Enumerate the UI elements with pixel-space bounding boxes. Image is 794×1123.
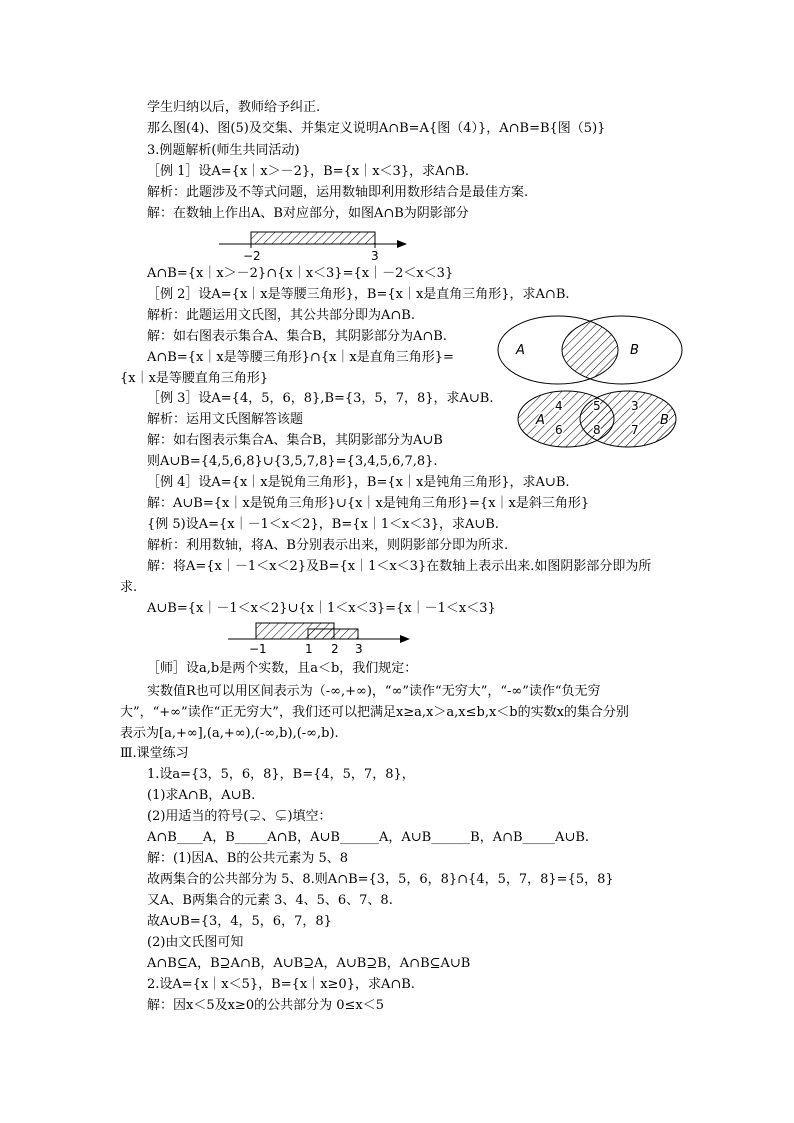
tick-label: 3	[355, 642, 363, 656]
text-line: 则A∪B={4,5,6,8}∪{3,5,7,8}={3,4,5,6,7,8}.	[147, 454, 438, 469]
tick-label: 3	[371, 249, 379, 263]
text-line: 又A、B两集合的元素 3、4、5、6、7、8.	[147, 893, 393, 908]
text-line: A∪B={x｜－1＜x＜2}∪{x｜1＜x＜3}={x｜－1＜x＜3}	[147, 601, 496, 616]
text-line: 解析：此题涉及不等式问题，运用数轴即利用数形结合是最佳方案.	[147, 185, 529, 200]
example-3: ［例 3］设A={4，5，6，8},B={3，5，7，8}，求A∪B.	[147, 391, 494, 406]
text-line: 大”，“+∞”读作“正无穷大”，我们还可以把满足x≥a,x＞a,x≤b,x＜b的实数x的集合分别	[120, 705, 629, 720]
tick-label: −1	[249, 642, 267, 656]
tick-label: −2	[243, 249, 261, 263]
element-label: 4	[555, 399, 563, 413]
element-label: 5	[593, 399, 601, 413]
text-line: 学生归纳以后，教师给予纠正.	[147, 100, 321, 115]
element-label: 7	[631, 423, 639, 437]
exercise-2: 2.设A={x｜x＜5}，B={x｜x≥0}，求A∩B.	[147, 977, 415, 992]
text-line: 解：如右图表示集合A、集合B，其阴影部分为A∩B.	[147, 329, 447, 344]
text-line: 求.	[120, 580, 138, 595]
text-line: (2)用适当的符号(⊋、⊊)填空：	[147, 809, 332, 824]
text-line: 故两集合的公共部分为 5、8.则A∩B={3，5，6，8}∩{4，5，7，8}={5，8}	[147, 872, 614, 887]
text-line: 解析：运用文氏图解答该题	[147, 412, 304, 427]
text-line: 解：在数轴上作出A、B对应部分，如图A∩B为阴影部分	[147, 206, 469, 221]
text-line: 解：(1)因A、B的公共元素为 5、8	[147, 851, 349, 866]
set-a-label: A	[536, 413, 545, 428]
text-line: 解析：利用数轴，将A、B分别表示出来，则阴影部分即为所求.	[147, 538, 509, 553]
venn-diagram-intersection	[496, 314, 686, 386]
text-line: 那么图(4)、图(5)及交集、并集定义说明A∩B=A{图（4）}，A∩B=B{图（5)}	[147, 121, 606, 136]
exercise-1: 1.设a={3，5，6，8}，B={4，5，7，8}，	[147, 767, 415, 782]
number-line-figure-2	[224, 618, 414, 656]
number-line-figure-1	[215, 224, 410, 264]
text-line: (1)求A∩B，A∪B.	[147, 788, 256, 803]
text-line: 解：A∪B={x｜x是锐角三角形}∪{x｜x是钝角三角形}={x｜x是斜三角形}	[147, 496, 590, 511]
set-b-label: B	[660, 413, 669, 428]
text-line: 表示为[a,+∞],(a,+∞),(-∞,b),(-∞,b).	[120, 726, 339, 741]
element-label: 8	[593, 423, 601, 437]
section-heading: Ⅲ.课堂练习	[120, 746, 189, 761]
text-line: 故A∪B={3，4，5，6，7，8}	[147, 914, 332, 929]
section-heading: 3.例题解析(师生共同活动)	[147, 143, 300, 158]
text-line: (2)由文氏图可知	[147, 935, 244, 950]
example-5: {例 5)设A={x｜－1＜x＜2}，B={x｜1＜x＜3}，求A∪B.	[147, 517, 499, 532]
interval-b	[308, 629, 358, 639]
text-line: {x｜x是等腰直角三角形}	[120, 371, 269, 386]
example-4: ［例 4］设A={x｜x是锐角三角形}，B={x｜x是钝角三角形}，求A∪B.	[147, 475, 570, 490]
text-line: 解析：此题运用文氏图，其公共部分即为A∩B.	[147, 308, 415, 323]
text-line: A∩B={x｜x＞－2}∩{x｜x＜3}={x｜－2＜x＜3}	[147, 266, 454, 281]
text-line: ［师］设a,b是两个实数，且a＜b，我们规定：	[147, 661, 418, 676]
example-1: ［例 1］设A={x｜x＞－2}，B={x｜x＜3}，求A∩B.	[147, 164, 470, 179]
text-line: A∩B⊆A，B⊇A∩B，A∪B⊇A，A∪B⊇B，A∩B⊆A∪B	[147, 956, 471, 971]
text-line: A∩B____A，B_____A∩B，A∪B______A，A∪B______B，A∩B_____A∪B.	[147, 830, 590, 845]
text-line: 实数值R也可以用区间表示为（-∞,+∞)，“∞”读作“无穷大”，“-∞”读作“负无穷	[147, 684, 601, 699]
set-a-label: A	[516, 343, 525, 358]
text-line: A∩B={x｜x是等腰三角形}∩{x｜x是直角三角形}=	[147, 350, 454, 365]
text-line: 解：因x＜5及x≥0的公共部分为 0≤x＜5	[147, 998, 384, 1013]
text-line: 解：将A={x｜－1＜x＜2}及B={x｜1＜x＜3}在数轴上表示出来.如图阴影部分即为所	[147, 559, 652, 574]
element-label: 3	[631, 399, 639, 413]
element-label: 6	[555, 423, 563, 437]
shaded-interval	[251, 232, 375, 244]
venn-diagram-union	[514, 388, 684, 450]
tick-label: 1	[305, 642, 313, 656]
example-2: ［例 2］设A={x｜x是等腰三角形}，B={x｜x是直角三角形}，求A∩B.	[147, 287, 570, 302]
set-b-label: B	[630, 343, 639, 358]
text-line: 解：如右图表示集合A、集合B，其阴影部分为A∪B	[147, 433, 443, 448]
tick-label: 2	[331, 642, 339, 656]
